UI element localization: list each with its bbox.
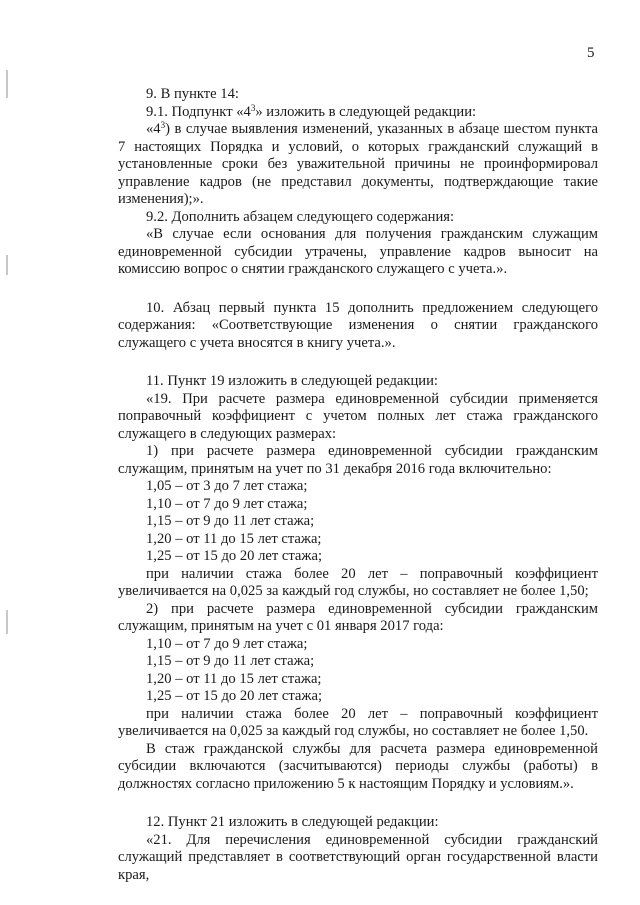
paragraph: 2) при расчете размера единовременной субсидии гражданским служащим, принятым на учет с 01 января 2017 года: <box>118 600 598 634</box>
paragraph <box>118 121 598 209</box>
scan-edge-mark <box>6 70 8 98</box>
list-item: 1,25 – от 15 до 20 лет стажа; <box>146 548 323 564</box>
list-item: 1,10 – от 7 до 9 лет стажа; <box>146 635 308 652</box>
paragraph: «В случае если основания для получения гражданским служащим единовременной субсидии утрачены, управление кадров выносит на комиссию вопрос о снятии гражданского служащего с учета.». <box>118 226 598 277</box>
scan-edge-mark <box>6 610 8 634</box>
paragraph: «21. Для перечисления единовременной субсидии гражданский служащий представляет в соответствующий орган государственной власти края, <box>118 831 598 883</box>
paragraph-text: » изложить в следующей редакции: <box>255 103 477 120</box>
paragraph: 1) при расчете размера единовременной субсидии гражданским служащим, принятым на учет по 31 декабря 2016 года включительно: <box>118 443 598 477</box>
list-item: 1,20 – от 11 до 15 лет стажа; <box>146 670 322 687</box>
paragraph-text: «4 <box>146 121 161 137</box>
superscript: 3 <box>160 120 166 130</box>
list-item: 1,05 – от 3 до 7 лет стажа; <box>146 478 308 494</box>
list-item: 1,20 – от 11 до 15 лет стажа; <box>146 530 322 547</box>
paragraph-gap <box>118 279 598 300</box>
page-number: 5 <box>587 45 595 61</box>
superscript: 3 <box>250 102 256 113</box>
paragraph: «19. При расчете размера единовременной субсидии применяется поправочный коэффициент с учетом полных лет стажа гражданского служащего в следующих размерах: <box>118 390 598 442</box>
paragraph-gap <box>118 352 598 373</box>
paragraph: 12. Пункт 21 изложить в следующей редакции: <box>146 814 439 830</box>
document-body <box>118 86 598 884</box>
paragraph <box>118 104 598 122</box>
paragraph: при наличии стажа более 20 лет – поправочный коэффициент увеличивается на 0,025 за каждый год службы, но составляет не более 1,50; <box>118 565 598 599</box>
list-item: 1,15 – от 9 до 11 лет стажа; <box>146 653 315 669</box>
scan-edge-mark <box>6 255 8 275</box>
paragraph: при наличии стажа более 20 лет – поправочный коэффициент увеличивается на 0,025 за каждый год службы, но составляет не более 1,50. <box>118 705 598 739</box>
paragraph-text: ) в случае выявления изменений, указанных в абзаце шестом пункта 7 настоящих Порядка и условий, о которых гражданский служащий в установленные сроки без уважительной причины не проинформировал управление кадров (не представил документы, подтверждающие такие изменения);». <box>118 121 598 207</box>
paragraph: 10. Абзац первый пункта 15 дополнить предложением следующего содержания: «Соответствующие изменения о снятии гражданского служащего с учета вносятся в книгу учета.». <box>118 299 598 351</box>
paragraph: 9.2. Дополнить абзацем следующего содержания: <box>146 208 455 225</box>
paragraph: 11. Пункт 19 изложить в следующей редакции: <box>146 373 438 389</box>
list-item: 1,15 – от 9 до 11 лет стажа; <box>146 513 315 529</box>
list-item: 1,10 – от 7 до 9 лет стажа; <box>146 495 308 512</box>
list-item: 1,25 – от 15 до 20 лет стажа; <box>146 688 323 704</box>
paragraph: В стаж гражданской службы для расчета размера единовременной субсидии включаются (засчитываются) периоды службы (работы) в должностях согласно приложению 5 к настоящим Порядку и условиям.». <box>118 740 598 792</box>
paragraph-text: 9.1. Подпункт «4 <box>146 103 251 120</box>
paragraph-gap <box>118 793 598 814</box>
paragraph: 9. В пункте 14: <box>146 86 239 102</box>
